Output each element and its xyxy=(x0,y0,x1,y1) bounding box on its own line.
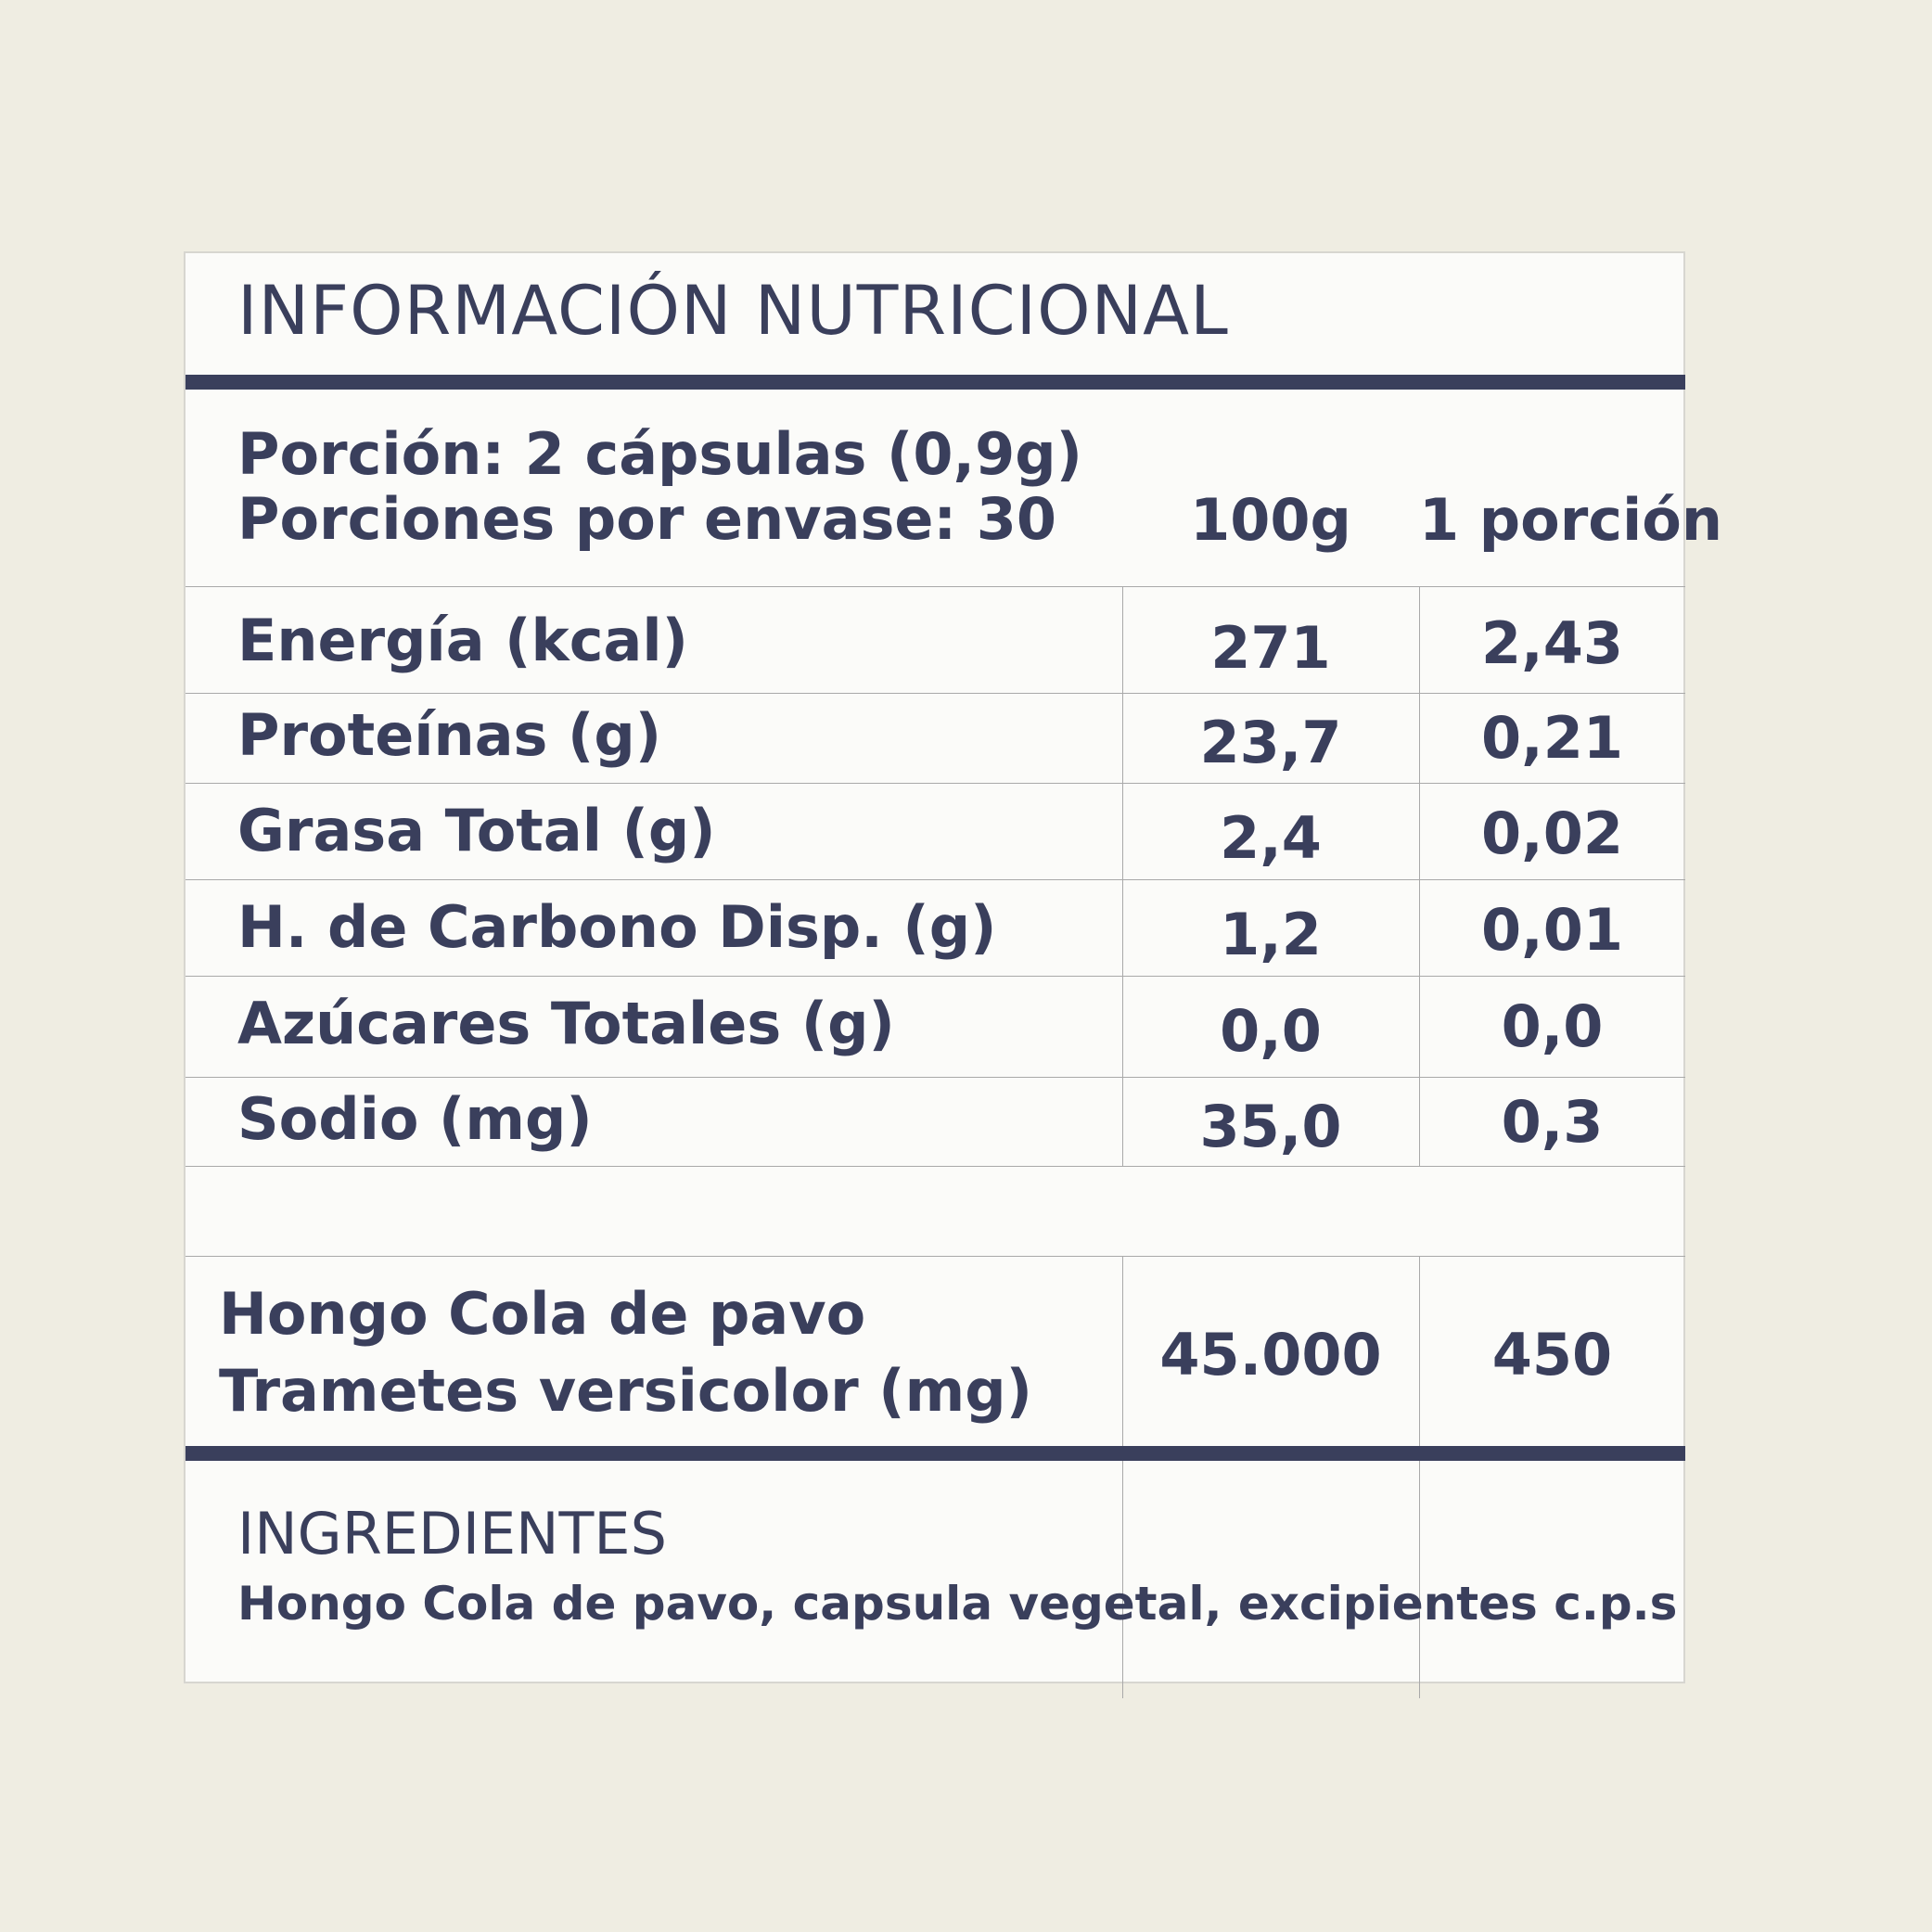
title-divider xyxy=(186,375,1685,390)
panel-title: INFORMACIÓN NUTRICIONAL xyxy=(237,272,1229,351)
row-value-portion-carbohydrates: 0,01 xyxy=(1481,896,1623,964)
column-separator xyxy=(1419,587,1420,1167)
extract-label-common-name: Hongo Cola de pavo xyxy=(219,1280,866,1348)
row-divider xyxy=(186,1077,1685,1078)
row-label-protein: Proteínas (g) xyxy=(237,701,662,769)
row-value-100g-sodium: 35,0 xyxy=(1199,1093,1342,1160)
ingredients-title: INGREDIENTES xyxy=(237,1500,667,1567)
row-label-energy: Energía (kcal) xyxy=(237,607,688,674)
row-value-100g-total-sugars: 0,0 xyxy=(1220,997,1322,1065)
row-value-portion-total-sugars: 0,0 xyxy=(1501,992,1604,1060)
extract-top-divider xyxy=(186,1256,1685,1257)
row-value-100g-energy: 271 xyxy=(1210,614,1331,682)
column-separator xyxy=(1122,1257,1123,1698)
extract-label-scientific-name: Trametes versicolor (mg) xyxy=(219,1357,1032,1425)
column-separator xyxy=(1419,1257,1420,1698)
row-value-100g-total-fat: 2,4 xyxy=(1220,804,1322,872)
ingredients-text: Hongo Cola de pavo, capsula vegetal, excipientes c.p.s xyxy=(237,1577,1678,1631)
ingredients-divider xyxy=(186,1446,1685,1461)
row-value-100g-protein: 23,7 xyxy=(1199,709,1342,776)
column-header-100g: 100g xyxy=(1190,486,1351,554)
servings-per-container: Porciones por envase: 30 xyxy=(237,485,1057,553)
row-value-portion-protein: 0,21 xyxy=(1481,704,1623,772)
extract-value-portion: 450 xyxy=(1491,1321,1613,1388)
row-value-100g-carbohydrates: 1,2 xyxy=(1220,901,1322,968)
row-label-total-sugars: Azúcares Totales (g) xyxy=(237,990,895,1057)
row-label-total-fat: Grasa Total (g) xyxy=(237,797,716,864)
header-divider xyxy=(186,586,1685,587)
row-value-portion-sodium: 0,3 xyxy=(1501,1088,1604,1156)
serving-size: Porción: 2 cápsulas (0,9g) xyxy=(237,420,1082,488)
extract-value-100g: 45.000 xyxy=(1159,1321,1382,1388)
row-divider xyxy=(186,693,1685,694)
column-separator xyxy=(1122,587,1123,1167)
row-divider xyxy=(186,879,1685,880)
row-divider xyxy=(186,976,1685,977)
row-divider xyxy=(186,783,1685,784)
row-value-portion-total-fat: 0,02 xyxy=(1481,800,1623,867)
column-header-portion: 1 porción xyxy=(1419,486,1723,554)
row-label-carbohydrates: H. de Carbono Disp. (g) xyxy=(237,893,997,961)
nutrition-facts-panel xyxy=(184,251,1723,1683)
row-divider xyxy=(186,1166,1685,1167)
row-label-sodium: Sodio (mg) xyxy=(237,1085,593,1153)
row-value-portion-energy: 2,43 xyxy=(1481,609,1623,677)
